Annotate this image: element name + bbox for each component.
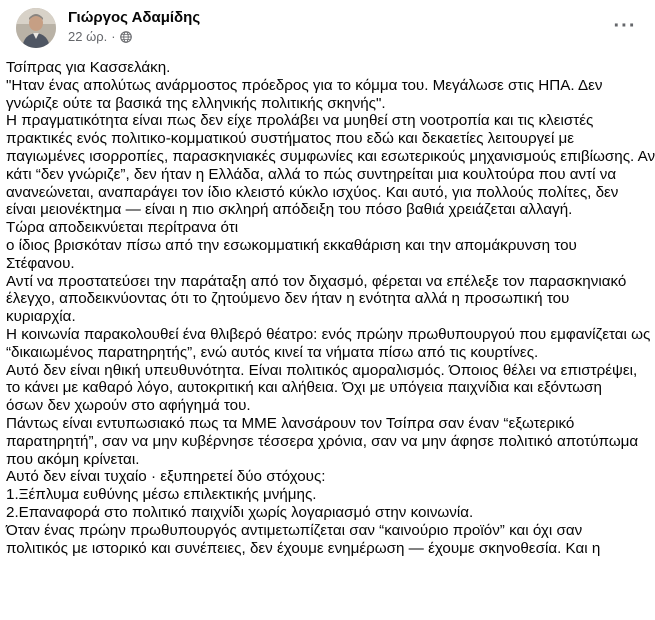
post-text-line: γνώριζε ούτε τα βασικά της ελληνικής πολιτικής σκηνής". — [6, 94, 386, 112]
post-text-line: Αυτό δεν είναι τυχαίο · εξυπηρετεί δύο στόχους: — [6, 468, 326, 486]
post-text-line: Η πραγματικότητα είναι πως δεν είχε προλάβει να μυηθεί στη νοοτροπία και τις κλειστές — [6, 112, 594, 130]
post-text-line: Η κοινωνία παρακολουθεί ένα θλιβερό θέατρο: ενός πρώην πρωθυπουργού που εμφανίζεται ως — [6, 325, 651, 343]
more-options-icon[interactable]: ··· — [613, 15, 637, 37]
post-text-line: "Ηταν ένας απολύτως ανάρμοστος πρόεδρος για το κόμμα του. Μεγάλωσε στις ΗΠΑ. Δεν — [6, 76, 603, 94]
post-text-line: πρακτικές ενός πολιτικο-κομματικού συστήματος που εδώ και δεκαετίες λειτουργεί με — [6, 130, 575, 148]
post-meta — [68, 29, 132, 44]
post-header — [16, 8, 643, 48]
globe-icon — [120, 31, 132, 43]
post-text-line: Τώρα αποδεικνύεται περίτρανα ότι — [6, 219, 239, 237]
meta-separator: · — [111, 29, 116, 44]
post-timestamp[interactable]: 22 ώρ. — [68, 29, 108, 44]
post-text-line: όσων δεν χωρούν στο αφήγημά του. — [6, 397, 251, 415]
post-text-line: παγιωμένες ισορροπίες, παρασκηνιακές συμφωνίες και εσωτερικούς μηχανισμούς επιβίωσης. Αν — [6, 147, 655, 165]
post-text-line: ανανεώνεται, αναπαράγει τον ίδιο κλειστό κύκλο ισχύος. Και αυτό, για πολλούς πολίτες, δεν — [6, 183, 619, 201]
post-text-line: πολιτικός με ιστορικό και συνέπειες, δεν έχουμε ενημέρωση — έχουμε σκηνοθεσία. Και η — [6, 539, 601, 557]
post-text-line: κυριαρχία. — [6, 308, 76, 326]
post-text-line: είναι μειονέκτημα — είναι η πιο σκληρή απόδειξη του πόσο βαθιά χρειάζεται αλλαγή. — [6, 201, 573, 219]
post-text-line: παρατηρητή”, σαν να μην κυβέρνησε τέσσερα χρόνια, σαν να μην άφησε πολιτικό αποτύπωμα — [6, 432, 639, 450]
post-text-line: κάτι “δεν γνώριζε”, δεν ήταν η Ελλάδα, αλλά το πώς συντηρείται μια κουλτούρα που αντί να — [6, 165, 617, 183]
post-text-line: 2.Επαναφορά στο πολιτικό παιχνίδι χωρίς λογαριασμό στην κοινωνία. — [6, 503, 474, 521]
post-text-line: “δικαιωμένος παρατηρητής”, ενώ αυτός κινεί τα νήματα πίσω από τις κουρτίνες. — [6, 343, 539, 361]
post-text-line: Αντί να προστατεύσει την παράταξη από τον διχασμό, φέρεται να επέλεξε τον παρασκηνιακό — [6, 272, 627, 290]
post-text-line: Όταν ένας πρώην πρωθυπουργός αντιμετωπίζεται σαν “καινούριο προϊόν” και όχι σαν — [6, 521, 583, 539]
avatar[interactable] — [16, 8, 56, 48]
post-text-line: Αυτό δεν είναι ηθική υπευθυνότητα. Είναι πολιτικός αμοραλισμός. Όποιος θέλει να επιστρέψει, — [6, 361, 638, 379]
post-body — [6, 59, 655, 557]
post-text-line: που ακόμη κρίνεται. — [6, 450, 140, 468]
author-name[interactable]: Γιώργος Αδαμίδης — [68, 9, 201, 26]
post-text-line: ο ίδιος βρισκόταν πίσω από την εσωκομματική εκκαθάριση και την απομάκρυνση του — [6, 236, 577, 254]
avatar-photo — [16, 8, 56, 48]
post-text-line: το κάνει με καθαρό λόγο, αυτοκριτική και αλήθεια. Όχι με υπόγεια παιχνίδια και εξόντωση — [6, 379, 602, 397]
post-text-line: 1.Ξέπλυμα ευθύνης μέσω επιλεκτικής μνήμης. — [6, 486, 317, 504]
post-text-line: Πάντως είναι εντυπωσιακό πως τα ΜΜΕ λανσάρουν τον Τσίπρα σαν έναν “εξωτερικό — [6, 414, 575, 432]
post-text-line: Τσίπρας για Κασσελάκη. — [6, 59, 171, 76]
post-text-line: έλεγχο, αποδεικνύοντας ότι το ζητούμενο δεν ήταν η ενότητα αλλά η προσωπική του — [6, 290, 570, 308]
post-text-line: Στέφανου. — [6, 254, 75, 272]
